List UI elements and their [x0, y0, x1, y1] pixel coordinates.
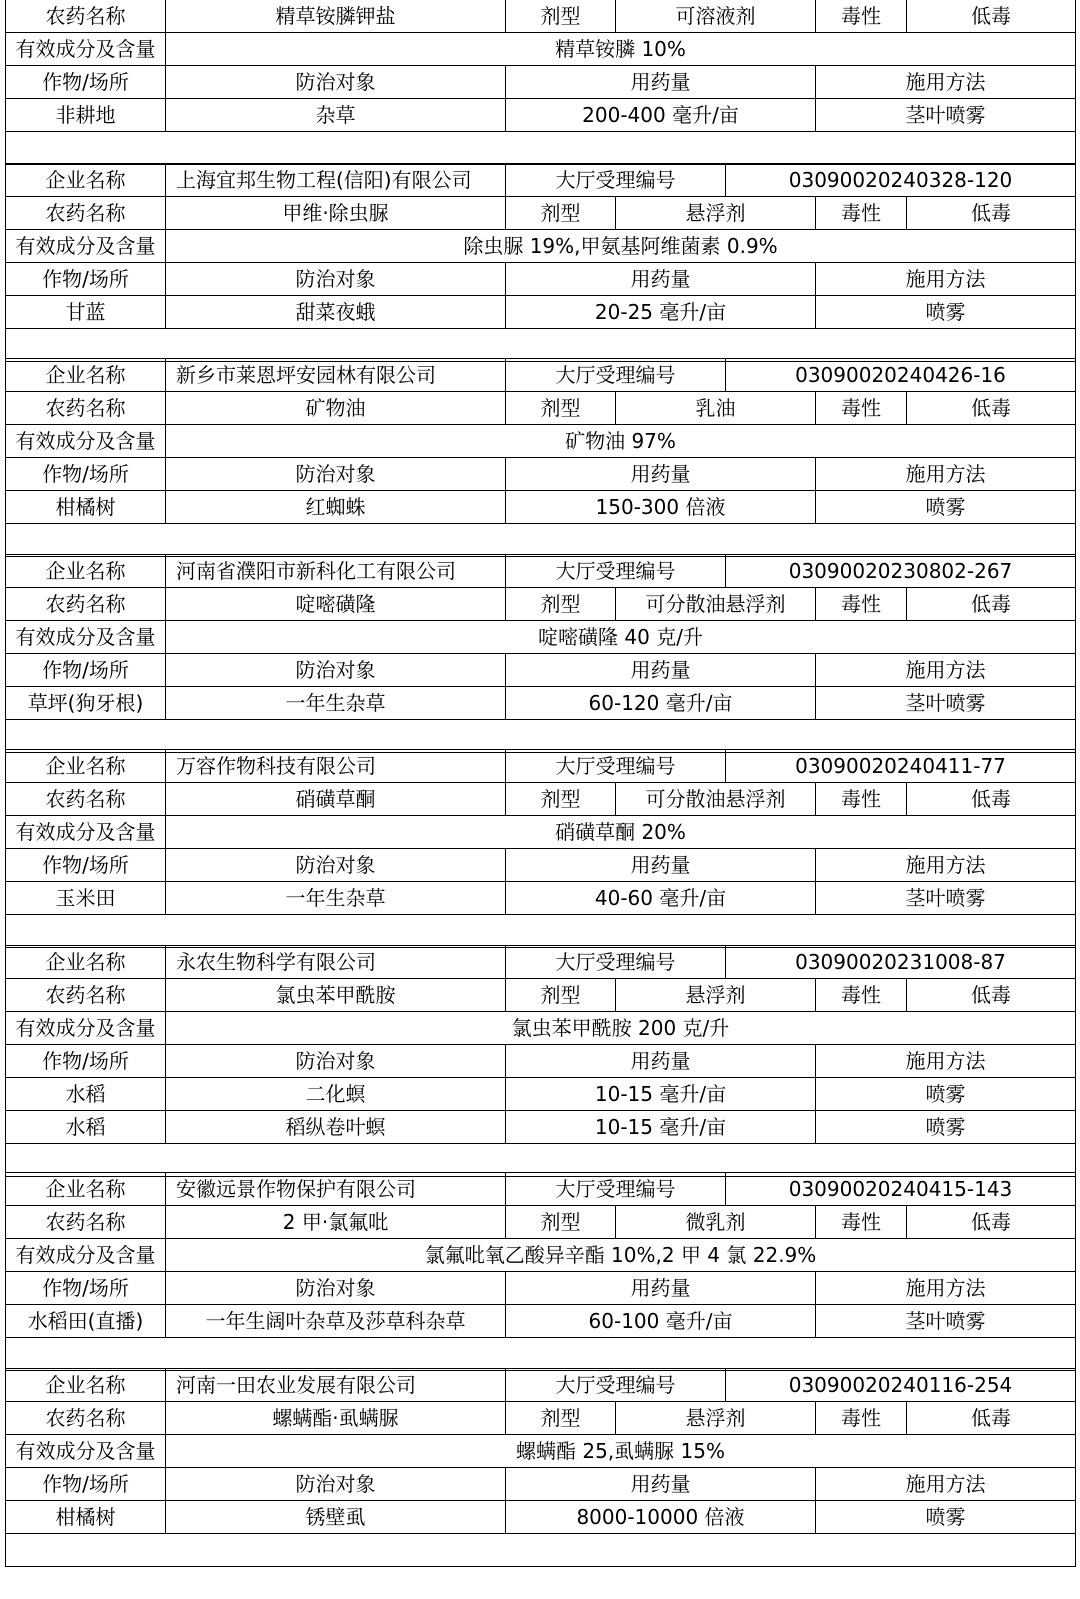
dosage-label: 用药量 [506, 1468, 816, 1501]
usage-header-row [6, 849, 1076, 882]
pesticide-row [6, 0, 1076, 33]
crop-value: 草坪(狗牙根) [6, 687, 166, 720]
company-row [6, 164, 1076, 197]
toxicity-cell [816, 197, 1076, 230]
registration-block [5, 0, 1076, 165]
toxicity-cell [816, 1206, 1076, 1239]
ingredients-row [6, 230, 1076, 263]
formulation-label: 剂型 [506, 1402, 616, 1435]
accept-no-value: 03090020230802-267 [726, 555, 1076, 588]
accept-no-label: 大厅受理编号 [506, 946, 726, 979]
toxicity-cell [816, 1402, 1076, 1435]
company-label: 企业名称 [6, 1173, 166, 1206]
dosage-label: 用药量 [506, 1272, 816, 1305]
separator-cell [6, 1338, 1076, 1371]
toxicity-value: 低毒 [971, 787, 1011, 811]
registration-block [5, 945, 1076, 1177]
formulation-value: 可分散油悬浮剂 [616, 783, 816, 816]
ingredients-label: 有效成分及含量 [6, 816, 166, 849]
target-label: 防治对象 [166, 458, 506, 491]
separator-cell [6, 132, 1076, 165]
toxicity-value: 低毒 [971, 1210, 1011, 1234]
formulation-value: 乳油 [616, 392, 816, 425]
pesticide-label: 农药名称 [6, 392, 166, 425]
accept-no-label: 大厅受理编号 [506, 359, 726, 392]
accept-no-label: 大厅受理编号 [506, 1173, 726, 1206]
formulation-label: 剂型 [506, 392, 616, 425]
method-label: 施用方法 [816, 849, 1076, 882]
toxicity-label: 毒性 [816, 1402, 907, 1434]
company-name: 上海宜邦生物工程(信阳)有限公司 [166, 164, 506, 197]
toxicity-value: 低毒 [971, 592, 1011, 616]
pesticide-label: 农药名称 [6, 588, 166, 621]
pesticide-row [6, 979, 1076, 1012]
target-label: 防治对象 [166, 1272, 506, 1305]
target-label: 防治对象 [166, 66, 506, 99]
formulation-value: 悬浮剂 [616, 197, 816, 230]
pesticide-row [6, 1402, 1076, 1435]
accept-no-label: 大厅受理编号 [506, 750, 726, 783]
company-name: 永农生物科学有限公司 [166, 946, 506, 979]
target-value: 甜菜夜蛾 [166, 296, 506, 329]
crop-label: 作物/场所 [6, 849, 166, 882]
pesticide-row [6, 1206, 1076, 1239]
company-row [6, 1369, 1076, 1402]
target-value: 稻纵卷叶螟 [166, 1111, 506, 1144]
separator-row [6, 720, 1076, 753]
ingredients-label: 有效成分及含量 [6, 33, 166, 66]
dosage-value: 60-100 毫升/亩 [506, 1305, 816, 1338]
toxicity-label: 毒性 [816, 588, 907, 620]
separator-cell [6, 720, 1076, 753]
pesticide-name: 2 甲·氯氟吡 [166, 1206, 506, 1239]
usage-header-row [6, 1045, 1076, 1078]
usage-row [6, 882, 1076, 915]
crop-value: 柑橘树 [6, 1501, 166, 1534]
usage-row [6, 99, 1076, 132]
registration-block [5, 749, 1076, 948]
formulation-label: 剂型 [506, 197, 616, 230]
pesticide-label: 农药名称 [6, 1402, 166, 1435]
usage-header-row [6, 263, 1076, 296]
usage-header-row [6, 1272, 1076, 1305]
crop-value: 水稻田(直播) [6, 1305, 166, 1338]
usage-row [6, 296, 1076, 329]
crop-label: 作物/场所 [6, 458, 166, 491]
ingredients-value: 精草铵膦 10% [166, 33, 1076, 66]
target-label: 防治对象 [166, 654, 506, 687]
pesticide-name: 矿物油 [166, 392, 506, 425]
company-name: 河南省濮阳市新科化工有限公司 [166, 555, 506, 588]
dosage-value: 10-15 毫升/亩 [506, 1111, 816, 1144]
ingredients-label: 有效成分及含量 [6, 230, 166, 263]
company-row [6, 555, 1076, 588]
method-value: 喷雾 [816, 296, 1076, 329]
toxicity-label: 毒性 [816, 197, 907, 229]
ingredients-value: 除虫脲 19%,甲氨基阿维菌素 0.9% [166, 230, 1076, 263]
dosage-label: 用药量 [506, 263, 816, 296]
target-label: 防治对象 [166, 263, 506, 296]
toxicity-label: 毒性 [816, 783, 907, 815]
dosage-value: 10-15 毫升/亩 [506, 1078, 816, 1111]
separator-row [6, 1338, 1076, 1371]
accept-no-label: 大厅受理编号 [506, 1369, 726, 1402]
formulation-label: 剂型 [506, 0, 616, 33]
pesticide-row [6, 392, 1076, 425]
toxicity-cell [816, 392, 1076, 425]
crop-label: 作物/场所 [6, 1045, 166, 1078]
formulation-label: 剂型 [506, 588, 616, 621]
toxicity-cell [816, 588, 1076, 621]
separator-cell [6, 1534, 1076, 1567]
ingredients-row [6, 425, 1076, 458]
toxicity-cell [816, 0, 1076, 33]
pesticide-row [6, 783, 1076, 816]
accept-no-value: 03090020240328-120 [726, 164, 1076, 197]
separator-cell [6, 915, 1076, 948]
usage-row [6, 1111, 1076, 1144]
ingredients-label: 有效成分及含量 [6, 1435, 166, 1468]
ingredients-row [6, 33, 1076, 66]
ingredients-row [6, 1435, 1076, 1468]
target-label: 防治对象 [166, 849, 506, 882]
dosage-value: 8000-10000 倍液 [506, 1501, 816, 1534]
usage-header-row [6, 66, 1076, 99]
dosage-label: 用药量 [506, 66, 816, 99]
ingredients-label: 有效成分及含量 [6, 425, 166, 458]
method-label: 施用方法 [816, 1468, 1076, 1501]
separator-row [6, 132, 1076, 165]
method-value: 茎叶喷雾 [816, 687, 1076, 720]
formulation-value: 可溶液剂 [616, 0, 816, 33]
pesticide-label: 农药名称 [6, 197, 166, 230]
registration-block [5, 163, 1076, 362]
toxicity-label: 毒性 [816, 392, 907, 424]
company-label: 企业名称 [6, 750, 166, 783]
pesticide-name: 甲维·除虫脲 [166, 197, 506, 230]
pesticide-label: 农药名称 [6, 1206, 166, 1239]
ingredients-value: 矿物油 97% [166, 425, 1076, 458]
ingredients-row [6, 1012, 1076, 1045]
method-value: 茎叶喷雾 [816, 99, 1076, 132]
target-value: 杂草 [166, 99, 506, 132]
method-label: 施用方法 [816, 458, 1076, 491]
registration-block [5, 358, 1076, 557]
method-value: 茎叶喷雾 [816, 882, 1076, 915]
formulation-label: 剂型 [506, 979, 616, 1012]
accept-no-value: 03090020231008-87 [726, 946, 1076, 979]
accept-no-value: 03090020240411-77 [726, 750, 1076, 783]
toxicity-value: 低毒 [971, 4, 1011, 28]
company-row [6, 1173, 1076, 1206]
separator-row [6, 329, 1076, 362]
toxicity-label: 毒性 [816, 979, 907, 1011]
dosage-label: 用药量 [506, 1045, 816, 1078]
method-value: 喷雾 [816, 1078, 1076, 1111]
method-label: 施用方法 [816, 1045, 1076, 1078]
toxicity-value: 低毒 [971, 396, 1011, 420]
usage-row [6, 1078, 1076, 1111]
formulation-value: 悬浮剂 [616, 1402, 816, 1435]
method-value: 喷雾 [816, 1111, 1076, 1144]
pesticide-name: 氯虫苯甲酰胺 [166, 979, 506, 1012]
crop-label: 作物/场所 [6, 263, 166, 296]
target-value: 二化螟 [166, 1078, 506, 1111]
method-value: 茎叶喷雾 [816, 1305, 1076, 1338]
company-row [6, 946, 1076, 979]
ingredients-row [6, 621, 1076, 654]
crop-value: 水稻 [6, 1078, 166, 1111]
separator-cell [6, 524, 1076, 557]
ingredients-value: 氯氟吡氧乙酸异辛酯 10%,2 甲 4 氯 22.9% [166, 1239, 1076, 1272]
method-label: 施用方法 [816, 1272, 1076, 1305]
crop-value: 甘蓝 [6, 296, 166, 329]
ingredients-value: 啶嘧磺隆 40 克/升 [166, 621, 1076, 654]
company-label: 企业名称 [6, 164, 166, 197]
accept-no-value: 03090020240426-16 [726, 359, 1076, 392]
dosage-value: 200-400 毫升/亩 [506, 99, 816, 132]
formulation-label: 剂型 [506, 783, 616, 816]
method-value: 喷雾 [816, 491, 1076, 524]
company-label: 企业名称 [6, 555, 166, 588]
method-label: 施用方法 [816, 654, 1076, 687]
toxicity-cell [816, 979, 1076, 1012]
dosage-label: 用药量 [506, 458, 816, 491]
crop-label: 作物/场所 [6, 66, 166, 99]
usage-row [6, 687, 1076, 720]
toxicity-value: 低毒 [971, 201, 1012, 225]
ingredients-row [6, 816, 1076, 849]
formulation-value: 微乳剂 [616, 1206, 816, 1239]
method-value: 喷雾 [816, 1501, 1076, 1534]
toxicity-label: 毒性 [816, 1206, 907, 1238]
dosage-value: 20-25 毫升/亩 [506, 296, 816, 329]
target-value: 一年生阔叶杂草及莎草科杂草 [166, 1305, 506, 1338]
dosage-label: 用药量 [506, 849, 816, 882]
company-row [6, 359, 1076, 392]
formulation-value: 可分散油悬浮剂 [616, 588, 816, 621]
target-value: 一年生杂草 [166, 687, 506, 720]
pesticide-row [6, 197, 1076, 230]
crop-value: 非耕地 [6, 99, 166, 132]
registration-block [5, 554, 1076, 753]
target-value: 红蜘蛛 [166, 491, 506, 524]
crop-label: 作物/场所 [6, 1468, 166, 1501]
ingredients-label: 有效成分及含量 [6, 1239, 166, 1272]
toxicity-cell [816, 783, 1076, 816]
usage-header-row [6, 654, 1076, 687]
accept-no-label: 大厅受理编号 [506, 164, 726, 197]
separator-row [6, 1534, 1076, 1567]
separator-row [6, 915, 1076, 948]
formulation-value: 悬浮剂 [616, 979, 816, 1012]
method-label: 施用方法 [816, 263, 1076, 296]
target-label: 防治对象 [166, 1045, 506, 1078]
pesticide-name: 螺螨酯·虱螨脲 [166, 1402, 506, 1435]
usage-row [6, 1305, 1076, 1338]
crop-label: 作物/场所 [6, 1272, 166, 1305]
pesticide-name: 精草铵膦钾盐 [166, 0, 506, 33]
formulation-label: 剂型 [506, 1206, 616, 1239]
usage-row [6, 491, 1076, 524]
crop-value: 水稻 [6, 1111, 166, 1144]
company-name: 安徽远景作物保护有限公司 [166, 1173, 506, 1206]
pesticide-label: 农药名称 [6, 783, 166, 816]
pesticide-name: 硝磺草酮 [166, 783, 506, 816]
pesticide-label: 农药名称 [6, 979, 166, 1012]
company-row [6, 750, 1076, 783]
ingredients-value: 硝磺草酮 20% [166, 816, 1076, 849]
usage-header-row [6, 458, 1076, 491]
company-label: 企业名称 [6, 1369, 166, 1402]
company-label: 企业名称 [6, 946, 166, 979]
ingredients-label: 有效成分及含量 [6, 1012, 166, 1045]
usage-row [6, 1501, 1076, 1534]
toxicity-value: 低毒 [971, 1406, 1011, 1430]
registration-block [5, 1172, 1076, 1371]
pesticide-name: 啶嘧磺隆 [166, 588, 506, 621]
crop-label: 作物/场所 [6, 654, 166, 687]
company-name: 河南一田农业发展有限公司 [166, 1369, 506, 1402]
accept-no-value: 03090020240116-254 [726, 1369, 1076, 1402]
crop-value: 玉米田 [6, 882, 166, 915]
separator-cell [6, 329, 1076, 362]
registration-block [5, 1368, 1076, 1567]
ingredients-row [6, 1239, 1076, 1272]
dosage-value: 150-300 倍液 [506, 491, 816, 524]
ingredients-value: 氯虫苯甲酰胺 200 克/升 [166, 1012, 1076, 1045]
dosage-value: 60-120 毫升/亩 [506, 687, 816, 720]
pesticide-row [6, 588, 1076, 621]
accept-no-label: 大厅受理编号 [506, 555, 726, 588]
method-label: 施用方法 [816, 66, 1076, 99]
target-value: 一年生杂草 [166, 882, 506, 915]
accept-no-value: 03090020240415-143 [726, 1173, 1076, 1206]
ingredients-value: 螺螨酯 25,虱螨脲 15% [166, 1435, 1076, 1468]
toxicity-label: 毒性 [816, 0, 907, 32]
pesticide-label: 农药名称 [6, 0, 166, 33]
company-name: 万容作物科技有限公司 [166, 750, 506, 783]
toxicity-value: 低毒 [971, 983, 1011, 1007]
target-label: 防治对象 [166, 1468, 506, 1501]
usage-header-row [6, 1468, 1076, 1501]
ingredients-label: 有效成分及含量 [6, 621, 166, 654]
dosage-value: 40-60 毫升/亩 [506, 882, 816, 915]
dosage-label: 用药量 [506, 654, 816, 687]
company-label: 企业名称 [6, 359, 166, 392]
separator-row [6, 524, 1076, 557]
crop-value: 柑橘树 [6, 491, 166, 524]
company-name: 新乡市莱恩坪安园林有限公司 [166, 359, 506, 392]
target-value: 锈壁虱 [166, 1501, 506, 1534]
